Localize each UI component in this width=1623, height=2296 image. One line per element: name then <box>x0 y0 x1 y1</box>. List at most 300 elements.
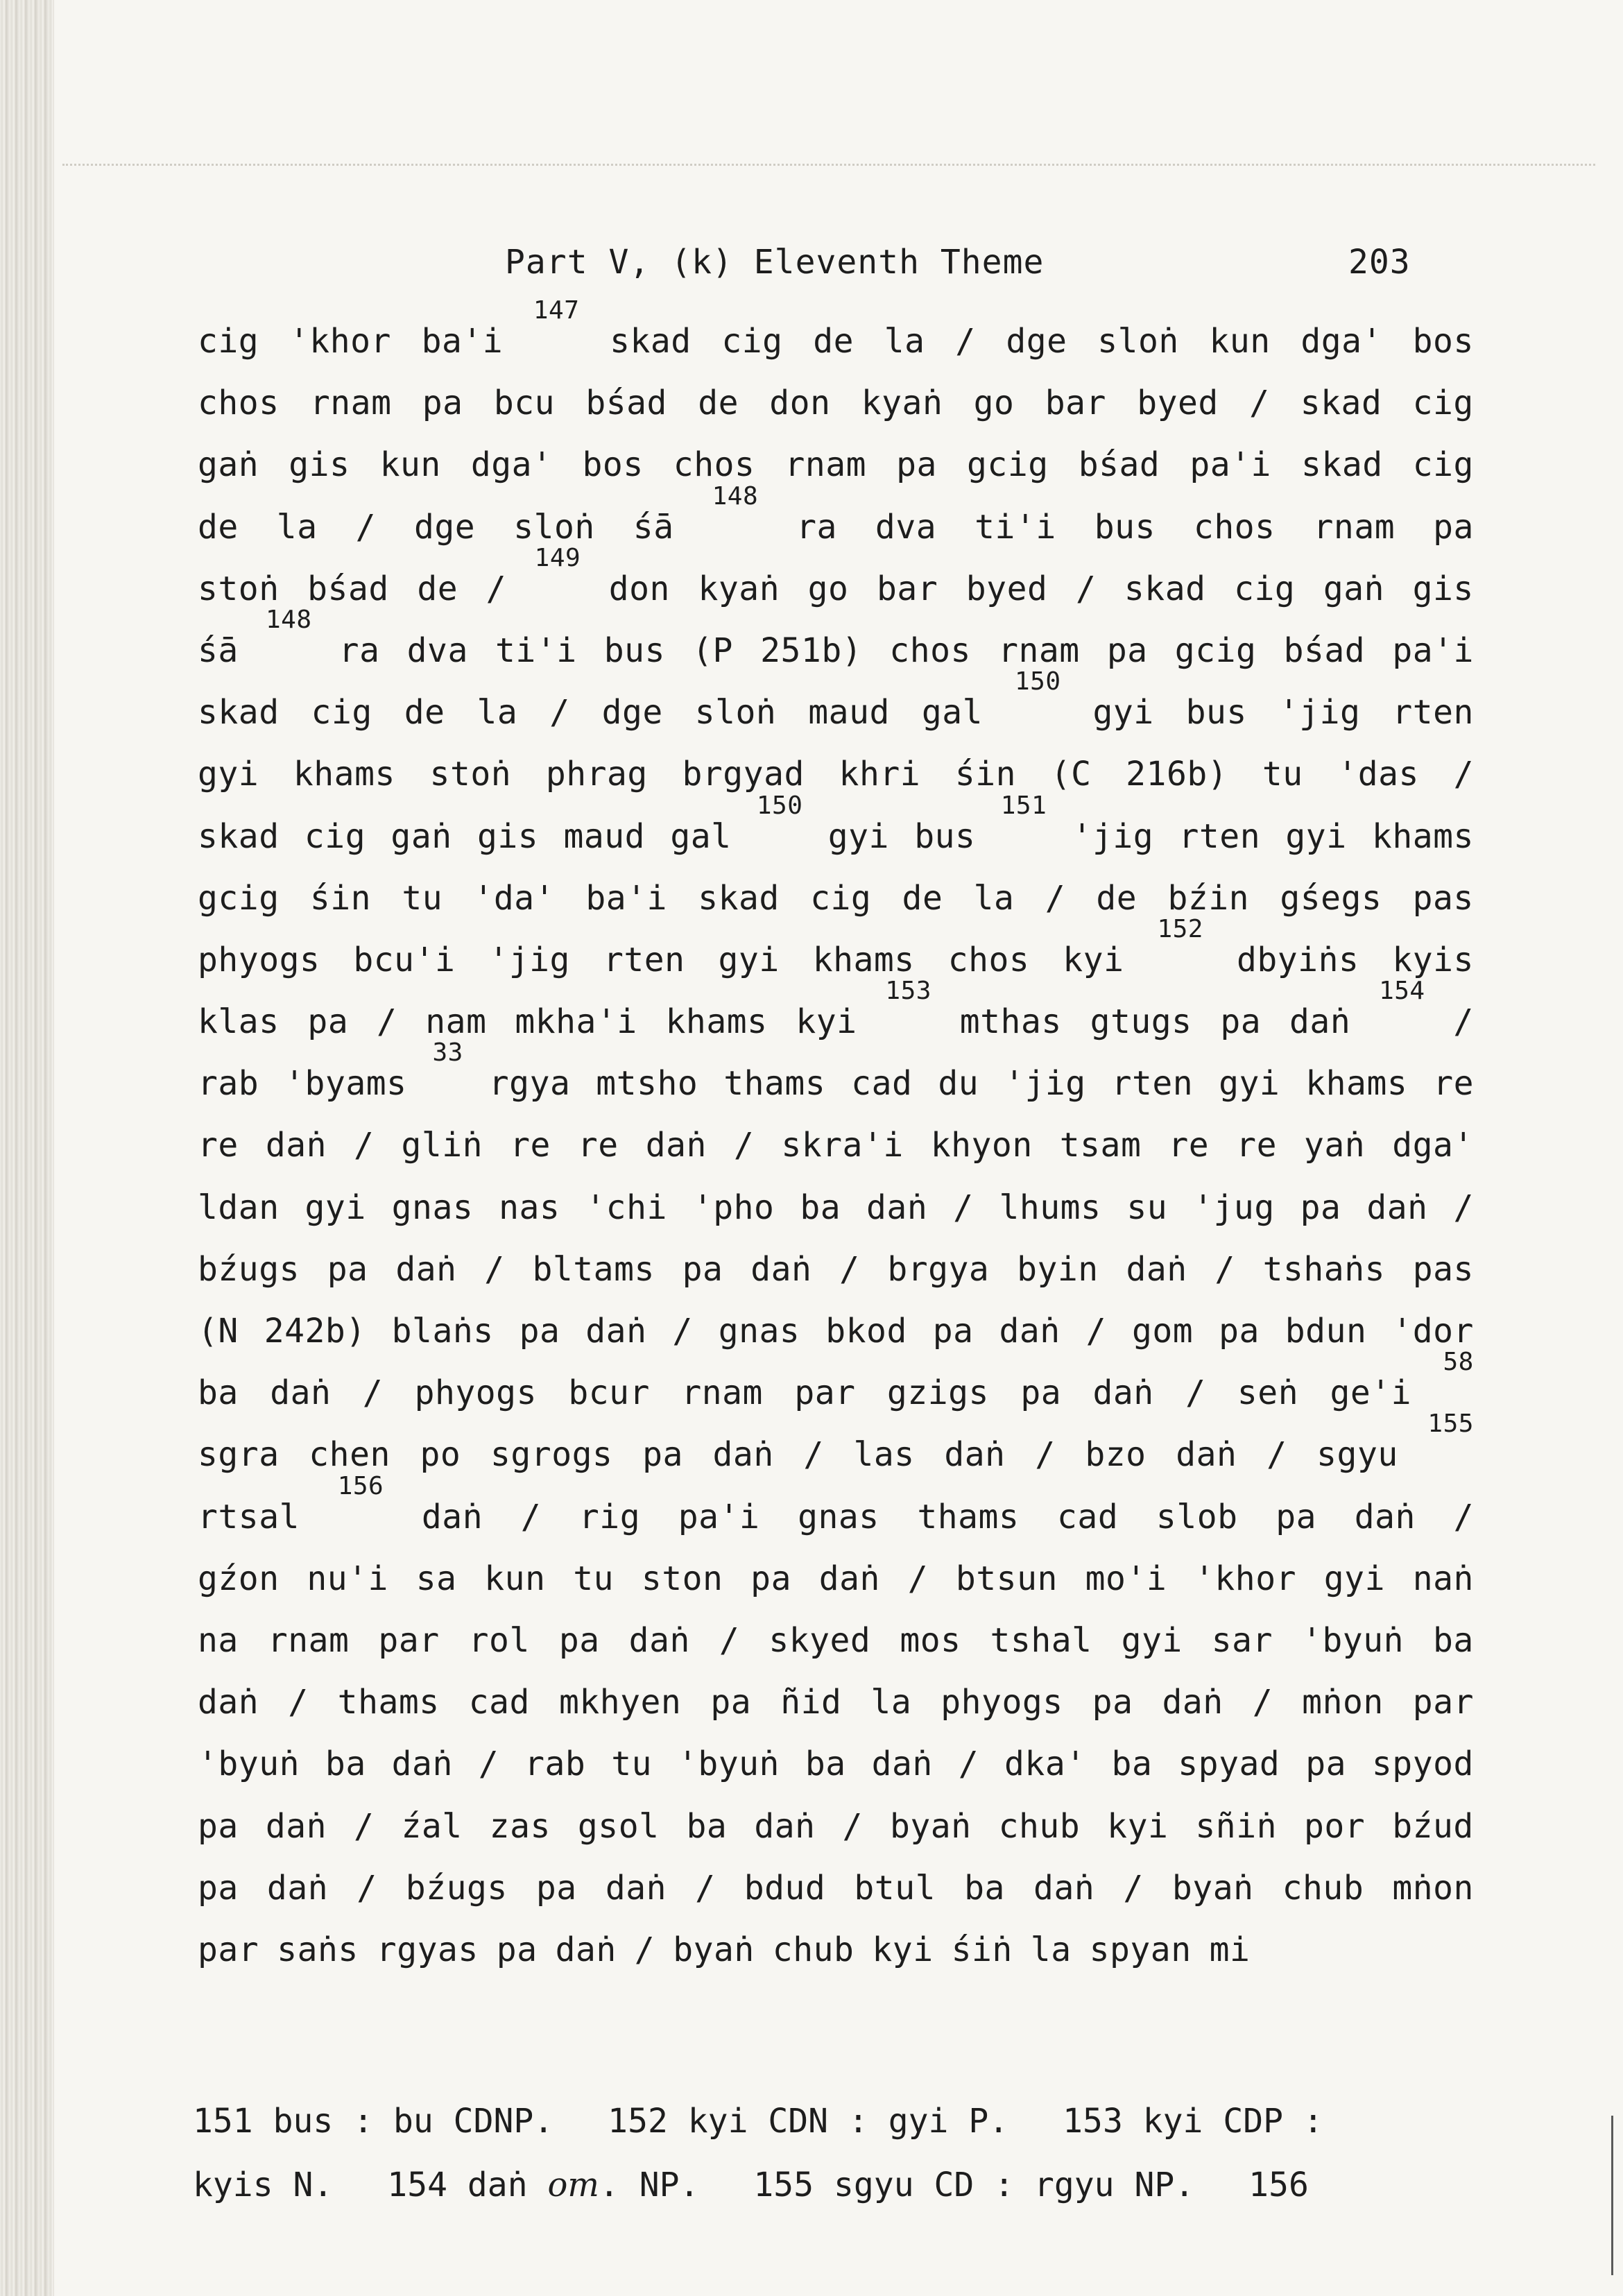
word: par <box>198 1930 259 1969</box>
footnote-ref: 33 <box>432 1038 463 1068</box>
word: pa <box>422 384 463 423</box>
scan-binding-edge <box>0 0 54 2296</box>
word: bos <box>1412 322 1474 361</box>
word: pa <box>327 1249 368 1289</box>
footnote-154-witnesses: . NP. <box>599 2166 700 2204</box>
word: 'jig <box>1278 693 1361 733</box>
word: pa <box>198 1806 239 1846</box>
word: de <box>198 507 239 547</box>
word: de <box>902 878 943 918</box>
word: / <box>1085 1312 1107 1351</box>
word: pa'i <box>1190 445 1271 485</box>
word: daṅ <box>1162 1683 1223 1722</box>
word: phyogs <box>414 1373 537 1413</box>
word: la <box>476 693 518 733</box>
word: chos <box>198 384 280 423</box>
word: dga' <box>470 445 553 485</box>
word: daṅ <box>999 1312 1060 1351</box>
word: rtsal <box>198 1497 300 1536</box>
word: pas <box>1412 1249 1474 1289</box>
word: daṅ <box>1366 1188 1428 1227</box>
word: cig <box>304 816 366 856</box>
word: cad <box>1057 1497 1119 1536</box>
word: gom <box>1131 1312 1194 1351</box>
word: / <box>1185 1373 1206 1413</box>
word: / <box>549 693 570 733</box>
word: daṅ <box>712 1435 774 1475</box>
word: seṅ <box>1237 1373 1299 1413</box>
word: ba <box>1433 1620 1474 1660</box>
footnote-151: 151 bus : bu CDNP. <box>193 2102 554 2141</box>
word: pa <box>896 445 937 485</box>
word: / <box>907 1559 929 1598</box>
text-line <box>198 1733 1474 1795</box>
word: gal <box>670 816 732 856</box>
word: rig <box>578 1497 641 1536</box>
word: cad <box>468 1683 530 1722</box>
word: tu <box>573 1559 615 1598</box>
word: chub <box>998 1806 1081 1846</box>
word: byaṅ <box>673 1930 755 1969</box>
word: gyi <box>1285 816 1347 856</box>
footnote-ref: 148 <box>265 605 312 634</box>
word: rol <box>468 1620 530 1660</box>
word: sñiṅ <box>1195 1806 1277 1846</box>
word: cig <box>198 322 259 361</box>
word: daṅ <box>266 1868 329 1908</box>
word: bus <box>914 816 976 856</box>
word: khams <box>293 755 395 794</box>
word: pa'i <box>678 1497 760 1536</box>
text-line <box>198 1796 1474 1858</box>
word: tsam <box>1059 1126 1142 1165</box>
word: śiṅ <box>951 1930 1013 1969</box>
word: mtsho <box>596 1064 698 1104</box>
word: / <box>1252 1683 1273 1722</box>
word: gnas <box>798 1497 879 1536</box>
word: / <box>1453 1002 1474 1042</box>
word: ba <box>1111 1745 1153 1784</box>
word: śā <box>198 631 239 670</box>
word: naṅ <box>1412 1559 1474 1598</box>
word: dge <box>601 693 663 733</box>
word: re <box>510 1126 551 1165</box>
word: daṅ <box>198 1683 259 1722</box>
word: skad <box>698 878 780 918</box>
word: byin <box>1017 1249 1099 1289</box>
word: / <box>1035 1435 1056 1475</box>
word: / <box>839 1249 860 1289</box>
word: skad <box>1301 445 1383 485</box>
word: du <box>938 1064 979 1104</box>
word: par <box>378 1620 440 1660</box>
word: mos <box>900 1620 961 1660</box>
word: pa <box>1300 1188 1341 1227</box>
text-line <box>198 1301 1474 1362</box>
word: chos <box>889 631 971 670</box>
word: ba <box>964 1868 1005 1908</box>
word: skad <box>198 816 280 856</box>
word: rnam <box>309 384 392 423</box>
word: dga' <box>1392 1126 1474 1165</box>
word: / <box>1214 1249 1235 1289</box>
word: sa <box>415 1559 457 1598</box>
word: gcig <box>967 445 1049 485</box>
header-title: Part V, (k) Eleventh Theme <box>505 243 1045 282</box>
text-line <box>198 1919 1474 1981</box>
word: daṅ <box>1092 1373 1154 1413</box>
text-line <box>198 481 1474 558</box>
word: dge <box>414 507 476 547</box>
text-line <box>198 1348 1474 1424</box>
text-line <box>198 1177 1474 1239</box>
word: nu'i <box>307 1559 388 1598</box>
word: bdud <box>744 1868 826 1908</box>
word: maud <box>563 816 646 856</box>
word: kyaṅ <box>698 569 780 608</box>
word: byaṅ <box>1171 1868 1254 1908</box>
word: blaṅs <box>391 1312 494 1351</box>
word: gis <box>1412 569 1474 608</box>
word: bcur <box>568 1373 650 1413</box>
word: / <box>1249 384 1270 423</box>
word: pa <box>198 1868 239 1908</box>
word: rten <box>1178 816 1261 856</box>
text-line <box>198 1038 1474 1115</box>
word: sloṅ <box>1097 322 1179 361</box>
word: sar <box>1211 1620 1273 1660</box>
text-line <box>198 744 1474 805</box>
word: 'jug <box>1193 1188 1275 1227</box>
footnotes-block <box>193 2089 1497 2217</box>
word: daṅ <box>585 1312 647 1351</box>
word: pa <box>1433 507 1474 547</box>
word: byed <box>1137 384 1219 423</box>
word: / <box>695 1868 716 1908</box>
word: don <box>608 569 670 608</box>
footnote-line <box>193 2089 1497 2153</box>
word: gnas <box>391 1188 474 1227</box>
word: pa <box>710 1683 752 1722</box>
word: pa <box>1020 1373 1062 1413</box>
footnote-155: 155 sgyu CD : rgyu NP. <box>753 2166 1195 2204</box>
word: / <box>377 1002 397 1042</box>
word: pa <box>682 1249 723 1289</box>
word: rten <box>603 940 685 979</box>
word: śā <box>633 507 674 547</box>
text-line <box>198 1548 1474 1610</box>
word: daṅ <box>754 1806 816 1846</box>
word: daṅ <box>395 1249 457 1289</box>
text-line <box>198 1239 1474 1301</box>
word: 242b) <box>264 1312 366 1351</box>
word: 'jig <box>1072 816 1154 856</box>
word: 'khor <box>1194 1559 1296 1598</box>
word: rgyas <box>376 1930 479 1969</box>
word: (P <box>692 631 733 670</box>
word: mi <box>1209 1930 1251 1969</box>
word: śin <box>954 755 1017 794</box>
footnote-ref: 151 <box>1000 791 1047 820</box>
word: bcu <box>493 384 556 423</box>
word: btul <box>854 1868 936 1908</box>
footnote-ref: 150 <box>1014 667 1061 696</box>
word: 'das <box>1337 755 1419 794</box>
word: ra <box>796 507 837 547</box>
word: dka' <box>1004 1745 1086 1784</box>
word: sloṅ <box>513 507 595 547</box>
word: cig <box>1412 384 1474 423</box>
word: re <box>577 1126 619 1165</box>
word: skad <box>1300 384 1382 423</box>
word: pa <box>1092 1683 1133 1722</box>
word: spyod <box>1371 1745 1474 1784</box>
word: bdun <box>1285 1312 1367 1351</box>
running-header <box>0 234 1623 290</box>
word: bzo <box>1085 1435 1147 1475</box>
word: tu <box>402 878 443 918</box>
word: skad <box>198 693 280 733</box>
word: pa <box>1305 1745 1346 1784</box>
word: / <box>357 1868 377 1908</box>
word: bśad <box>1078 445 1160 485</box>
word: cig <box>311 693 372 733</box>
word: thams <box>917 1497 1020 1536</box>
word: daṅ <box>555 1930 617 1969</box>
text-line <box>198 667 1474 744</box>
word: skad <box>610 322 692 361</box>
word: 'khor <box>289 322 391 361</box>
word: gaṅ <box>198 445 259 485</box>
word: pa <box>1276 1497 1316 1536</box>
page-number: 203 <box>1348 243 1411 282</box>
word: ba <box>198 1373 239 1413</box>
word: gliṅ <box>401 1126 483 1165</box>
word: rnam <box>998 631 1080 670</box>
word: gal <box>921 693 984 733</box>
word: / <box>634 1930 655 1969</box>
word: zas <box>489 1806 551 1846</box>
word: bus <box>1094 507 1156 547</box>
word: pa'i <box>1392 631 1474 670</box>
word: daṅ <box>265 1806 327 1846</box>
text-line <box>198 434 1474 496</box>
word: po <box>420 1435 461 1475</box>
word: gyi <box>718 940 780 979</box>
word: spyad <box>1178 1745 1280 1784</box>
word: chub <box>1282 1868 1364 1908</box>
word: pa <box>307 1002 349 1042</box>
word: saṅs <box>277 1930 359 1969</box>
word: klas <box>198 1002 280 1042</box>
word: kyi <box>872 1930 934 1969</box>
word: rnam <box>681 1373 763 1413</box>
word: daṅ <box>818 1559 880 1598</box>
word: gsol <box>577 1806 660 1846</box>
word: gyi <box>304 1188 366 1227</box>
word: gnas <box>718 1312 800 1351</box>
word: khams <box>665 1002 768 1042</box>
word: gyi <box>1092 693 1154 733</box>
word: 'byuṅ <box>198 1745 300 1784</box>
word: byed <box>965 569 1048 608</box>
word: bźugs <box>405 1868 508 1908</box>
word: bar <box>877 569 938 608</box>
word: gźon <box>198 1559 280 1598</box>
word: / <box>1123 1868 1144 1908</box>
word: brgyad <box>682 755 805 794</box>
word: daṅ <box>866 1188 928 1227</box>
text-line <box>198 296 1474 372</box>
text-line <box>198 1858 1474 1919</box>
scan-margin-rule <box>1611 2116 1613 2275</box>
word: 'jig <box>488 940 570 979</box>
word: daṅ <box>421 1497 483 1536</box>
word: cad <box>851 1064 913 1104</box>
word: bus <box>1185 693 1247 733</box>
word: la <box>973 878 1015 918</box>
word: rab <box>524 1745 586 1784</box>
word: pa <box>1220 1002 1262 1042</box>
footnote-ref: 156 <box>337 1471 384 1500</box>
word: byaṅ <box>889 1806 972 1846</box>
word: / <box>803 1435 824 1475</box>
word: / <box>1453 1497 1474 1536</box>
word: ti'i <box>974 507 1056 547</box>
word: bśad <box>307 569 389 608</box>
word: / <box>1266 1435 1287 1475</box>
word: stoṅ <box>198 569 280 608</box>
word: pa <box>535 1868 577 1908</box>
word: ba'i <box>585 878 667 918</box>
word: don <box>769 384 831 423</box>
footnote-ref: 148 <box>712 481 759 511</box>
word: / <box>958 1745 979 1784</box>
word: dge <box>1006 322 1067 361</box>
word: de <box>1096 878 1137 918</box>
word: ldan <box>198 1188 280 1227</box>
footnote-ref: 149 <box>534 543 581 572</box>
footnote-ref: 150 <box>756 791 803 820</box>
word: mṅon <box>1392 1868 1474 1908</box>
word: 'chi <box>585 1188 667 1227</box>
word: de <box>813 322 855 361</box>
word: / <box>362 1373 384 1413</box>
word: spyan <box>1089 1930 1192 1969</box>
text-line <box>198 1410 1474 1486</box>
word: chos <box>947 940 1030 979</box>
word: mkha'i <box>515 1002 637 1042</box>
word: / <box>672 1312 693 1351</box>
word: skad <box>1124 569 1206 608</box>
word: khams <box>1371 816 1474 856</box>
word: cig <box>1412 445 1474 485</box>
word: ge'i <box>1330 1373 1412 1413</box>
word: 'dor <box>1392 1312 1474 1351</box>
word: ti'i <box>495 631 577 670</box>
word: / <box>953 1188 974 1227</box>
text-line <box>198 1610 1474 1672</box>
word: / <box>520 1497 542 1536</box>
word: sloṅ <box>694 693 777 733</box>
word: bźud <box>1392 1806 1474 1846</box>
text-line <box>198 605 1474 682</box>
word: re <box>1433 1064 1474 1104</box>
word: pa <box>642 1435 683 1475</box>
word: pa <box>750 1559 791 1598</box>
word: ba'i <box>421 322 504 361</box>
word: / <box>288 1683 309 1722</box>
word: / <box>1075 569 1097 608</box>
word: chen <box>309 1435 390 1475</box>
word: kun <box>1209 322 1271 361</box>
word: rten <box>1392 693 1474 733</box>
word: gśegs <box>1280 878 1382 918</box>
word: par <box>794 1373 856 1413</box>
word: nas <box>499 1188 560 1227</box>
word: bus <box>603 631 665 670</box>
word: bar <box>1045 384 1106 423</box>
word: bcu'i <box>353 940 456 979</box>
word: gyi <box>1121 1620 1183 1660</box>
word: khyon <box>930 1126 1033 1165</box>
word: tu <box>1262 755 1303 794</box>
word: kun <box>484 1559 546 1598</box>
word: nam <box>425 1002 487 1042</box>
word: re <box>1236 1126 1277 1165</box>
text-line <box>198 372 1474 434</box>
word: daṅ <box>1176 1435 1237 1475</box>
word: cig <box>1234 569 1296 608</box>
word: phyogs <box>941 1683 1063 1722</box>
word: chos <box>1193 507 1276 547</box>
footnote-154-text: 154 daṅ <box>387 2166 548 2204</box>
word: 'byams <box>284 1064 407 1104</box>
word: pa <box>1106 631 1148 670</box>
word: mkhyen <box>558 1683 682 1722</box>
footnote-ref: 147 <box>533 296 580 325</box>
word: phyogs <box>198 940 320 979</box>
word: ba <box>325 1745 366 1784</box>
word: lhums <box>999 1188 1101 1227</box>
text-line <box>198 1672 1474 1733</box>
word: cig <box>810 878 872 918</box>
word: par <box>1412 1683 1474 1722</box>
word: de <box>404 693 445 733</box>
word: las <box>853 1435 915 1475</box>
word: ra <box>338 631 380 670</box>
word: dbyiṅs <box>1236 940 1359 979</box>
word: tshaṅs <box>1262 1249 1385 1289</box>
word: cig <box>721 322 783 361</box>
word: daṅ <box>944 1435 1006 1475</box>
word: dva <box>406 631 468 670</box>
word: ñid <box>780 1683 842 1722</box>
word: bkod <box>825 1312 907 1351</box>
word: / <box>955 322 976 361</box>
word: daṅ <box>1033 1868 1095 1908</box>
footnote-ref: 154 <box>1379 977 1425 1006</box>
footnote-line <box>193 2153 1497 2217</box>
word: la <box>884 322 925 361</box>
word: bśad <box>585 384 667 423</box>
word: / <box>478 1745 499 1784</box>
word: por <box>1304 1806 1366 1846</box>
word: 'da' <box>473 878 556 918</box>
word: la <box>276 507 318 547</box>
word: la <box>1030 1930 1072 1969</box>
word: kyis <box>1392 940 1474 979</box>
